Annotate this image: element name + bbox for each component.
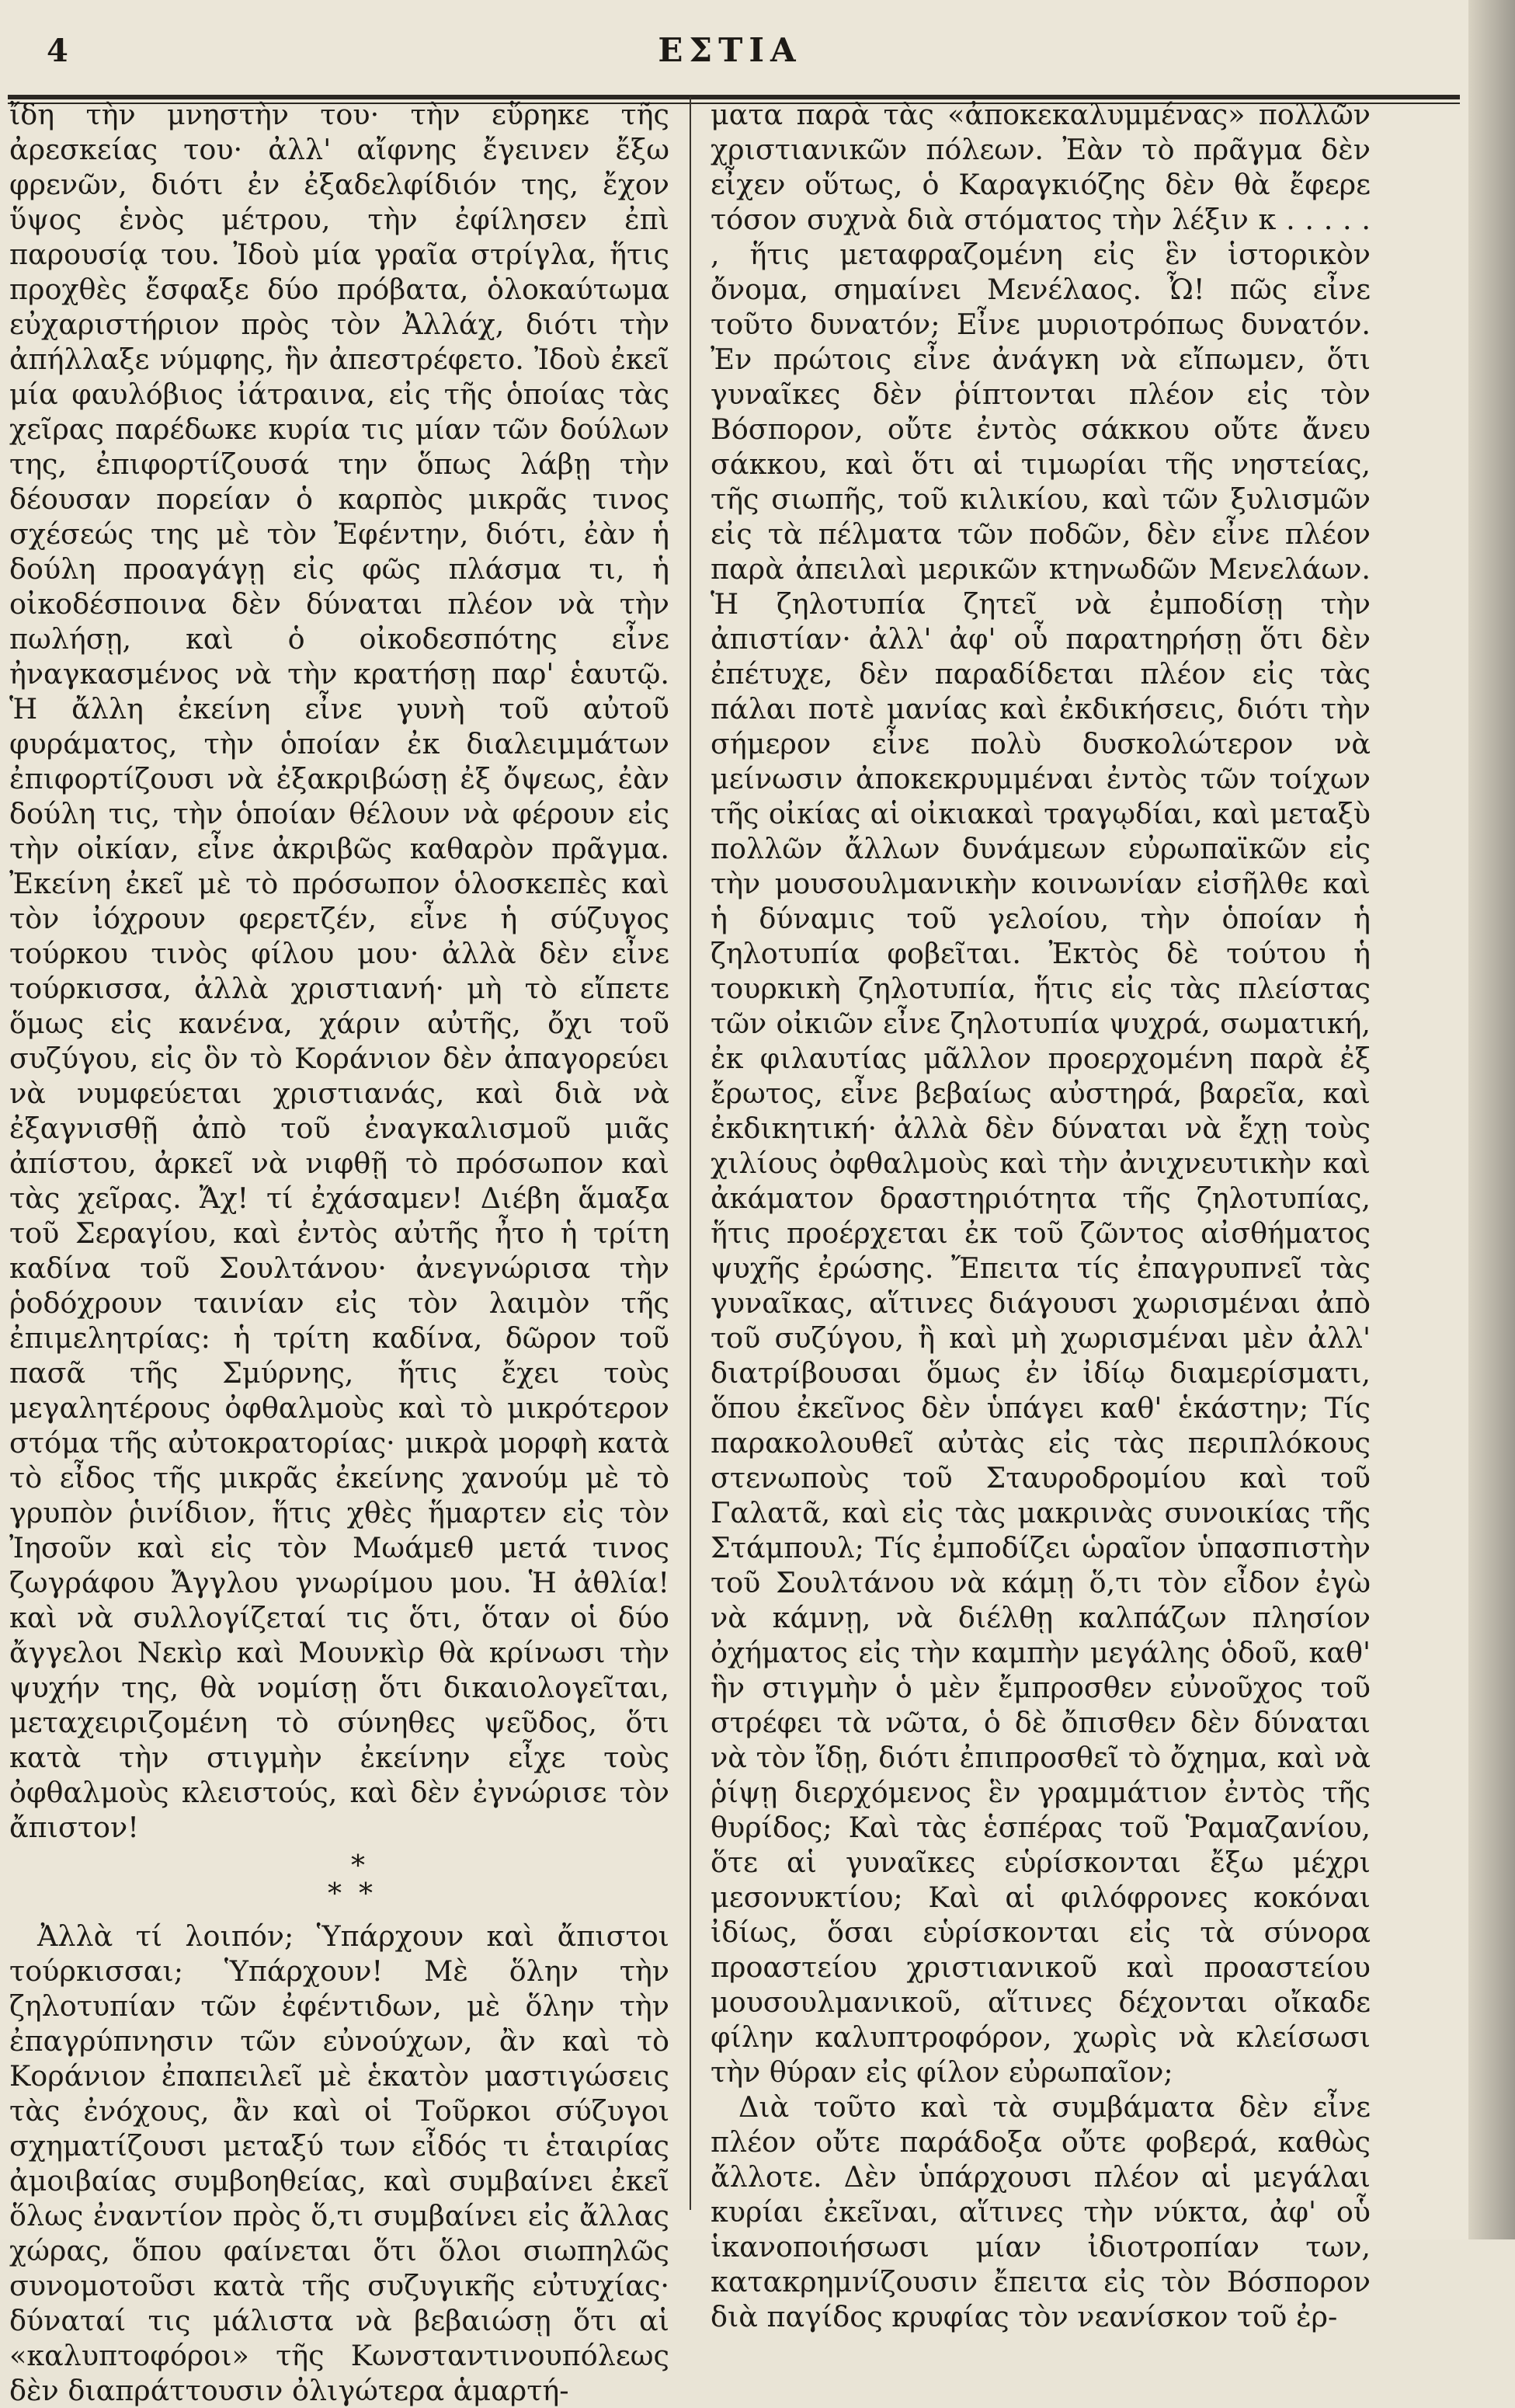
asterism-star: * (351, 1850, 365, 1882)
column-divider (690, 97, 691, 2210)
right-column (711, 97, 1371, 2334)
page-number: 4 (47, 33, 68, 69)
asterism-star: * (359, 1878, 373, 1910)
left-paragraph-2: Ἀλλὰ τί λοιπόν; Ὑπάρχουν καὶ ἄπιστοι τούρκισσαι; Ὑπάρχουν! Μὲ ὅλην τὴν ζηλοτυπίαν τῶν ἐφέντιδων, μὲ ὅλην τὴν ἐπαγρύπνησιν τῶν εὐνούχων, ἂν καὶ τὸ Κοράνιον ἐπαπειλεῖ μὲ ἑκατὸν μαστιγώσεις τὰς ἐνόχους, ἂν καὶ οἱ Τοῦρκοι σύζυγοι σχηματίζουσι μεταξύ των εἶδός τι ἑταιρίας ἀμοιβαίας συμβοηθείας, καὶ συμβαίνει ἐκεῖ ὅλως ἐναντίον πρὸς ὅ,τι συμβαίνει εἰς ἄλλας χώρας, ὅπου φαίνεται ὅτι ὅλοι σιωπηλῶς συνομοτοῦσι κατὰ τῆς συζυγικῆς εὐτυχίας· δύναταί τις μάλιστα νὰ βεβαιώσῃ ὅτι αἱ «καλυπτοφόροι» τῆς Κωνσταντινουπόλεως δὲν διαπράττουσιν ὀλιγώτερα ἁμαρτή- (9, 1919, 669, 2407)
asterism-star: * (328, 1878, 342, 1910)
asterism-divider (9, 1845, 669, 1919)
left-paragraph-1: ἴδη τὴν μνηστὴν του· τὴν εὕρηκε τῆς ἀρεσκείας του· ἀλλ' αἴφνης ἔγεινεν ἔξω φρενῶν, διότι ἐν ἐξαδελφίδιόν της, ἔχον ὕψος ἑνὸς μέτρου, τὴν ἐφίλησεν ἐπὶ παρουσίᾳ του. Ἰδοὺ μία γραῖα στρίγλα, ἥτις προχθὲς ἔσφαξε δύο πρόβατα, ὁλοκαύτωμα εὐχαριστήριον πρὸς τὸν Ἀλλάχ, διότι τὴν ἀπήλλαξε νύμφης, ἣν ἀπεστρέφετο. Ἰδοὺ ἐκεῖ μία φαυλόβιος ἰάτραινα, εἰς τῆς ὁποίας τὰς χεῖρας παρέδωκε κυρία τις μίαν τῶν δούλων της, ἐπιφορτίζουσά την ὅπως λάβῃ τὴν δέουσαν πορείαν ὁ καρπὸς μικρᾶς τινος σχέσεώς της μὲ τὸν Ἐφέντην, διότι, ἐὰν ἡ δούλη προαγάγῃ εἰς φῶς πλάσμα τι, ἡ οἰκοδέσποινα δὲν δύναται πλέον νὰ τὴν πωλήσῃ, καὶ ὁ οἰκοδεσπότης εἶνε ἠναγκασμένος νὰ τὴν κρατήσῃ παρ' ἑαυτῷ. Ἡ ἄλλη ἐκείνη εἶνε γυνὴ τοῦ αὐτοῦ φυράματος, τὴν ὁποίαν ἐκ διαλειμμάτων ἐπιφορτίζουσι νὰ ἐξακριβώσῃ ἐξ ὄψεως, ἐὰν δούλη τις, τὴν ὁποίαν θέλουν νὰ φέρουν εἰς τὴν οἰκίαν, εἶνε ἀκριβῶς καθαρὸν πρᾶγμα. Ἐκείνη ἐκεῖ μὲ τὸ πρόσωπον ὁλοσκεπὲς καὶ τὸν ἰόχρουν φερετζέν, εἶνε ἡ σύζυγος τούρκου τινὸς φίλου μου· ἀλλὰ δὲν εἶνε τούρκισσα, ἀλλὰ χριστιανή· μὴ τὸ εἴπετε ὅμως εἰς κανένα, χάριν αὐτῆς, ὄχι τοῦ συζύγου, εἰς ὃν τὸ Κοράνιον δὲν ἀπαγορεύει νὰ νυμφεύεται χριστιανάς, καὶ διὰ νὰ ἐξαγνισθῇ ἀπὸ τοῦ ἐναγκαλισμοῦ μιᾶς ἀπίστου, ἀρκεῖ νὰ νιφθῇ τὸ πρόσωπον καὶ τὰς χεῖρας. Ἄχ! τί ἐχάσαμεν! Διέβη ἅμαξα τοῦ Σεραγίου, καὶ ἐντὸς αὐτῆς ἦτο ἡ τρίτη καδίνα τοῦ Σουλτάνου· ἀνεγνώρισα τὴν ῥοδόχρουν ταινίαν εἰς τὸν λαιμὸν τῆς ἐπιμελητρίας: ἡ τρίτη καδίνα, δῶρον τοῦ πασᾶ τῆς Σμύρνης, ἥτις ἔχει τοὺς μεγαλητέρους ὀφθαλμοὺς καὶ τὸ μικρότερον στόμα τῆς αὐτοκρατορίας· μικρὰ μορφὴ κατὰ τὸ εἶδος τῆς μικρᾶς ἐκείνης χανούμ μὲ τὸ γρυπὸν ῥινίδιον, ἥτις χθὲς ἥμαρτεν εἰς τὸν Ἰησοῦν καὶ εἰς τὸν Μωάμεθ μετά τινος ζωγράφου Ἄγγλου γνωρίμου μου. Ἡ ἀθλία! καὶ νὰ συλλογίζεταί τις ὅτι, ὅταν οἱ δύο ἄγγελοι Νεκὶρ καὶ Μουνκὶρ θὰ κρίνωσι τὴν ψυχήν της, θὰ νομίσῃ ὅτι δικαιολογεῖται, μεταχειριζομένη τὸ σύνηθες ψεῦδος, ὅτι κατὰ τὴν στιγμὴν ἐκείνην εἶχε τοὺς ὀφθαλμοὺς κλειστούς, καὶ δὲν ἐγνώρισε τὸν ἄπιστον! (9, 98, 669, 1844)
journal-title: ΕΣΤΙΑ (658, 31, 802, 69)
right-paragraph-1: ματα παρὰ τὰς «ἀποκεκαλυμμένας» πολλῶν χριστιανικῶν πόλεων. Ἐὰν τὸ πρᾶγμα δὲν εἶχεν οὕτως, ὁ Καραγκιόζης δὲν θὰ ἔφερε τόσον συχνὰ διὰ στόματος τὴν λέξιν κ . . . . . , ἥτις μεταφραζομένη εἰς ἓν ἱστορικὸν ὄνομα, σημαίνει Μενέλαος. Ὦ! πῶς εἶνε τοῦτο δυνατόν; Εἶνε μυριοτρόπως δυνατόν. Ἐν πρώτοις εἶνε ἀνάγκη νὰ εἴπωμεν, ὅτι γυναῖκες δὲν ῥίπτονται πλέον εἰς τὸν Βόσπορον, οὔτε ἐντὸς σάκκου οὔτε ἄνευ σάκκου, καὶ ὅτι αἱ τιμωρίαι τῆς νηστείας, τῆς σιωπῆς, τοῦ κιλικίου, καὶ τῶν ξυλισμῶν εἰς τὰ πέλματα τῶν ποδῶν, δὲν εἶνε πλέον παρὰ ἀπειλαὶ μερικῶν κτηνωδῶν Μενελάων. Ἡ ζηλοτυπία ζητεῖ νὰ ἐμποδίσῃ τὴν ἀπιστίαν· ἀλλ' ἀφ' οὗ παρατηρήσῃ ὅτι δὲν ἐπέτυχε, δὲν παραδίδεται πλέον εἰς τὰς πάλαι ποτὲ μανίας καὶ ἐκδικήσεις, διότι τὴν σήμερον εἶνε πολὺ δυσκολώτερον νὰ μείνωσιν ἀποκεκρυμμέναι ἐντὸς τῶν τοίχων τῆς οἰκίας αἱ οἰκιακαὶ τραγῳδίαι, καὶ μεταξὺ πολλῶν ἄλλων δυνάμεων εὐρωπαϊκῶν εἰς τὴν μουσουλμανικὴν κοινωνίαν εἰσῆλθε καὶ ἡ δύναμις τοῦ γελοίου, τὴν ὁποίαν ἡ ζηλοτυπία φοβεῖται. Ἐκτὸς δὲ τούτου ἡ τουρκικὴ ζηλοτυπία, ἥτις εἰς τὰς πλείστας τῶν οἰκιῶν εἶνε ζηλοτυπία ψυχρά, σωματική, ἐκ φιλαυτίας μᾶλλον προερχομένη παρὰ ἐξ ἔρωτος, εἶνε βεβαίως αὐστηρά, βαρεῖα, καὶ ἐκδικητική· ἀλλὰ δὲν δύναται νὰ ἔχῃ τοὺς χιλίους ὀφθαλμοὺς καὶ τὴν ἀνιχνευτικὴν καὶ ἀκάματον δραστηριότητα τῆς ζηλοτυπίας, ἥτις προέρχεται ἐκ τοῦ ζῶντος αἰσθήματος ψυχῆς ἐρώσης. Ἔπειτα τίς ἐπαγρυπνεῖ τὰς γυναῖκας, αἵτινες διάγουσι χωρισμέναι ἀπὸ τοῦ συζύγου, ἢ καὶ μὴ χωρισμέναι μὲν ἀλλ' διατρίβουσαι ὅμως ἐν ἰδίῳ διαμερίσματι, ὅπου ἐκεῖνος δὲν ὑπάγει καθ' ἑκάστην; Τίς παρακολουθεῖ αὐτὰς εἰς τὰς περιπλόκους στενωποὺς τοῦ Σταυροδρομίου καὶ τοῦ Γαλατᾶ, καὶ εἰς τὰς μακρινὰς συνοικίας τῆς Στάμπουλ; Τίς ἐμποδίζει ὡραῖον ὑπασπιστὴν τοῦ Σουλτάνου νὰ κάμῃ ὅ,τι τὸν εἶδον ἐγὼ νὰ κάμνῃ, νὰ διέλθῃ καλπάζων πλησίον ὀχήματος εἰς τὴν καμπὴν μεγάλης ὁδοῦ, καθ' ἣν στιγμὴν ὁ μὲν ἔμπροσθεν εὐνοῦχος τοῦ στρέφει τὰ νῶτα, ὁ δὲ ὄπισθεν δὲν δύναται νὰ τὸν ἴδῃ, διότι ἐπιπροσθεῖ τὸ ὄχημα, καὶ νὰ ῥίψῃ διερχόμενος ἓν γραμμάτιον ἐντὸς τῆς θυρίδος; Καὶ τὰς ἑσπέρας τοῦ Ῥαμαζανίου, ὅτε αἱ γυναῖκες εὑρίσκονται ἔξω μέχρι μεσονυκτίου; Καὶ αἱ φιλόφρονες κοκόναι ἰδίως, ὅσαι εὑρίσκονται εἰς τὰ σύνορα προαστείου χριστιανικοῦ καὶ προαστείου μουσουλμανικοῦ, αἵτινες δέχονται οἴκαδε φίλην καλυπτροφόρον, χωρὶς νὰ κλείσωσι τὴν θύραν εἰς φίλον εὐρωπαῖον; (711, 98, 1371, 2089)
page-header (0, 23, 1468, 93)
right-paragraph-2: Διὰ τοῦτο καὶ τὰ συμβάματα δὲν εἶνε πλέον οὔτε παράδοξα οὔτε φοβερά, καθὼς ἄλλοτε. Δὲν ὑπάρχουσι πλέον αἱ μεγάλαι κυρίαι ἐκεῖναι, αἵτινες τὴν νύκτα, ἀφ' οὗ ἱκανοποιήσωσι μίαν ἰδιοτροπίαν των, κατακρημνίζουσιν ἔπειτα εἰς τὸν Βόσπορον διὰ παγίδος κρυφίας τὸν νεανίσκον τοῦ ἐρ- (711, 2090, 1371, 2333)
left-column (9, 97, 669, 2408)
